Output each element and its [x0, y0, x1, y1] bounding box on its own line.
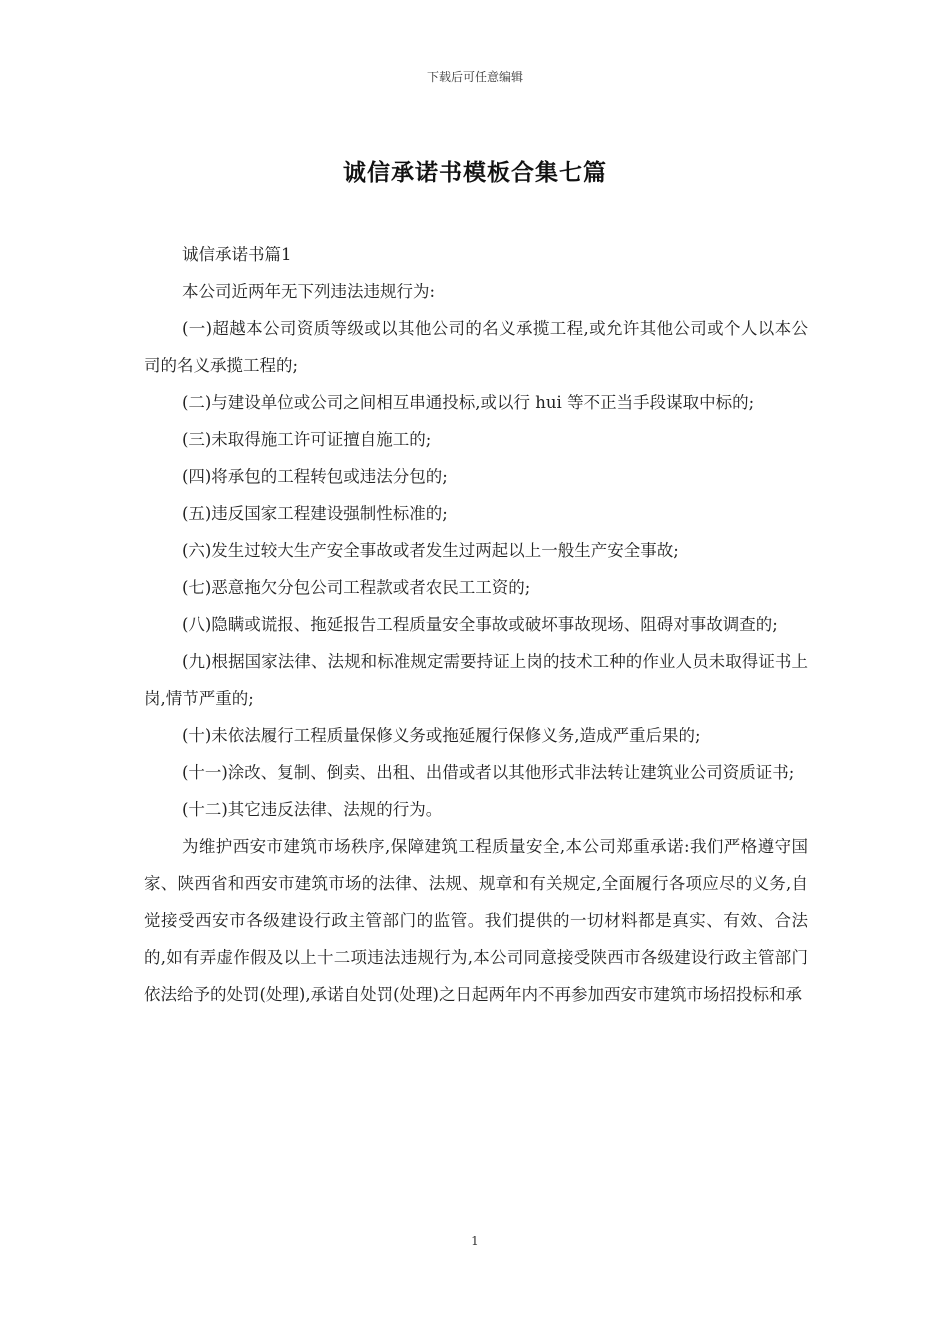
list-item: (三)未取得施工许可证擅自施工的;	[181, 430, 432, 449]
list-item: (四)将承包的工程转包或违法分包的;	[181, 467, 448, 486]
section-heading: 诚信承诺书篇1	[181, 245, 292, 264]
intro-paragraph: 本公司近两年无下列违法违规行为:	[181, 282, 435, 301]
header-note: 下载后可任意编辑	[426, 70, 523, 84]
list-item: (五)违反国家工程建设强制性标准的;	[181, 504, 448, 523]
list-item: (十)未依法履行工程质量保修义务或拖延履行保修义务,造成严重后果的;	[181, 726, 701, 745]
list-item: (十一)涂改、复制、倒卖、出租、出借或者以其他形式非法转让建筑业公司资质证书;	[181, 763, 795, 782]
list-item: (十二)其它违反法律、法规的行为。	[181, 800, 443, 819]
list-item: (八)隐瞒或谎报、拖延报告工程质量安全事故或破坏事故现场、阻碍对事故调查的;	[181, 615, 778, 634]
list-item: (六)发生过较大生产安全事故或者发生过两起以上一般生产安全事故;	[181, 541, 679, 560]
page-number: 1	[471, 1234, 479, 1248]
list-item: (二)与建设单位或公司之间相互串通投标,或以行 hui 等不正当手段谋取中标的;	[181, 393, 755, 412]
list-item: (一)超越本公司资质等级或以其他公司的名义承揽工程,或允许其他公司或个人以本公司的名义承揽工程的;	[144, 319, 808, 375]
list-item: (九)根据国家法律、法规和标准规定需要持证上岗的技术工种的作业人员未取得证书上岗,情节严重的;	[144, 652, 808, 708]
document-body	[144, 236, 808, 1013]
commitment-paragraph: 为维护西安市建筑市场秩序,保障建筑工程质量安全,本公司郑重承诺:我们严格遵守国家、陕西省和西安市建筑市场的法律、法规、规章和有关规定,全面履行各项应尽的义务,自觉接受西安市各级建设行政主管部门的监管。我们提供的一切材料都是真实、有效、合法的,如有弄虚作假及以上十二项违法违规行为,本公司同意接受陕西市各级建设行政主管部门依法给予的处罚(处理),承诺自处罚(处理)之日起两年内不再参加西安市建筑市场招投标和承	[144, 837, 808, 1004]
list-item: (七)恶意拖欠分包公司工程款或者农民工工资的;	[181, 578, 531, 597]
document-title: 诚信承诺书模板合集七篇	[343, 159, 607, 186]
